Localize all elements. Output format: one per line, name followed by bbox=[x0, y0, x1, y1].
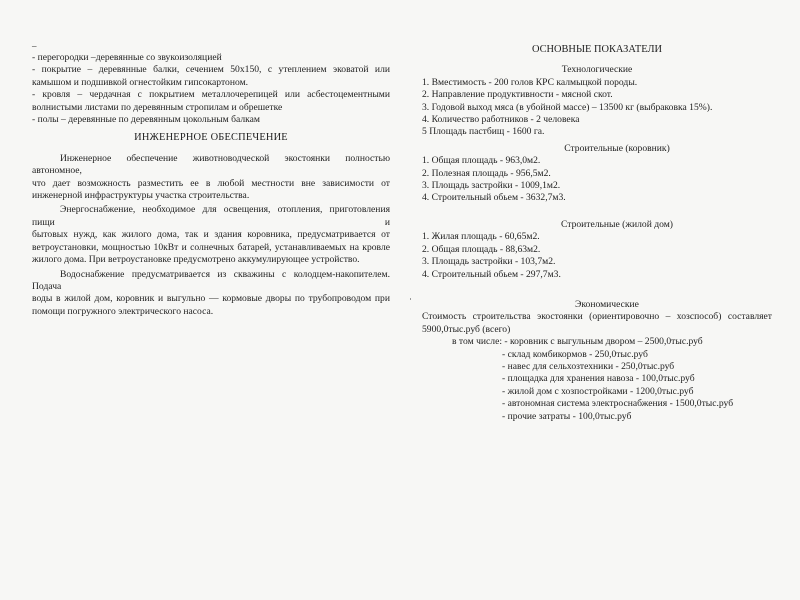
materials-line: - перегородки –деревянные со звукоизоляцией bbox=[32, 52, 222, 63]
tech-heading: Технологические bbox=[561, 64, 633, 76]
tech-item: 1. Вместимость - 200 голов КРС калмыцкой породы. bbox=[422, 76, 638, 88]
materials-list bbox=[32, 52, 390, 126]
house-item: 3. Площадь застройки - 103,7м2. bbox=[422, 256, 556, 268]
top-dash-mark: – bbox=[32, 41, 37, 51]
econ-section bbox=[422, 299, 772, 423]
house-item: 4. Строительный обьем - 297,7м3. bbox=[422, 268, 561, 280]
econ-item: - жилой дом с хозпостройками - 1200,0тыс.руб bbox=[502, 385, 694, 397]
paragraph-line: ветроустановки, мощностью 10кВт и солнечных батарей, устанавливаемых на кровле bbox=[32, 241, 390, 253]
econ-intro: 5900,0тыс.руб (всего) bbox=[422, 323, 511, 335]
house-item: 1. Жилая площадь - 60,65м2. bbox=[422, 231, 540, 243]
materials-line: - полы – деревянные по деревянным цокольным балкам bbox=[32, 114, 260, 126]
materials-line: - кровля – чердачная с покрытием металлочерепицей или асбестоцементными bbox=[32, 89, 390, 101]
econ-label: в том числе: - коровник с выгульным двором – 2500,0тыс.руб bbox=[452, 336, 703, 348]
econ-heading: Экономические bbox=[575, 298, 639, 310]
barn-section bbox=[422, 143, 772, 205]
paragraph-energy bbox=[32, 204, 390, 266]
barn-item: 1. Общая площадь - 963,0м2. bbox=[422, 155, 541, 167]
materials-line: камышом и подшивкой огнестойким гипсокартоном. bbox=[32, 76, 249, 88]
paragraph-line: Энергоснабжение, необходимое для освещения, отопления, приготовления пищи и bbox=[32, 204, 390, 228]
econ-intro: Стоимость строительства экостоянки (ориентировочно – хозспособ) составляет bbox=[422, 311, 772, 323]
paragraph-line: помощи погружного электрического насоса. bbox=[32, 305, 214, 317]
paragraph-water bbox=[32, 269, 390, 319]
tech-item: 4. Количество работников - 2 человека bbox=[422, 114, 580, 126]
tech-item: 2. Направление продуктивности - мясной скот. bbox=[422, 89, 613, 101]
paragraph-line: инженерной инфраструктуры участка строительства. bbox=[32, 190, 250, 202]
house-section bbox=[422, 219, 772, 281]
paragraph-autonomy bbox=[32, 153, 390, 203]
tech-item: 5 Площадь пастбищ - 1600 га. bbox=[422, 126, 545, 138]
paragraph-line: воды в жилой дом, коровник и выгульно — кормовые дворы по трубопроводом при bbox=[32, 293, 390, 305]
paragraph-line: Инженерное обеспечение животноводческой экостоянки полностью автономное, bbox=[32, 152, 390, 177]
house-heading: Строительные (жилой дом) bbox=[561, 218, 673, 230]
house-item: 2. Общая площадь - 88,63м2. bbox=[422, 243, 541, 255]
econ-item: - прочие затраты - 100,0тыс.руб bbox=[502, 410, 632, 422]
tech-item: 3. Годовой выход мяса (в убойной массе) – 13500 кг (выбраковка 15%). bbox=[422, 101, 713, 113]
econ-item: - площадка для хранения навоза - 100,0тыс.руб bbox=[502, 373, 695, 385]
econ-item: - склад комбикормов - 250,0тыс.руб bbox=[502, 348, 648, 360]
barn-item: 3. Площадь застройки - 1009,1м2. bbox=[422, 180, 561, 192]
paragraph-line: бытовых нужд, как жилого дома, так и здания коровника, предусматривается от bbox=[32, 229, 390, 241]
barn-item: 2. Полезная площадь - 956,5м2. bbox=[422, 167, 551, 179]
materials-line: - покрытие – деревянные балки, сечением 50х150, с утеплением эковатой или bbox=[32, 64, 390, 76]
paragraph-line: Водоснабжение предусматривается из скважины с колодцем-накопителем. Подача bbox=[32, 268, 390, 292]
indicators-title: ОСНОВНЫЕ ПОКАЗАТЕЛИ bbox=[531, 44, 663, 55]
paragraph-line: что дает возможность разместить ее в любой местности вне зависимости от bbox=[32, 177, 390, 189]
materials-line: волнистыми листами по деревянным стропилам и обрешетке bbox=[32, 101, 283, 113]
engineering-heading: ИНЖЕНЕРНОЕ ОБЕСПЕЧЕНИЕ bbox=[134, 132, 288, 144]
paragraph-line: жилого дома. При ветроустановке предусмотрено аккумулирующее устройство. bbox=[32, 254, 360, 266]
barn-heading: Строительные (коровник) bbox=[564, 142, 670, 154]
econ-item: - навес для сельхозтехники - 250,0тыс.руб bbox=[502, 360, 675, 372]
left-column bbox=[32, 42, 390, 318]
scan-speck bbox=[410, 298, 411, 300]
econ-item: - автономная система электроснабжения - 1500,0тыс.руб bbox=[502, 398, 734, 410]
barn-item: 4. Строительный обьем - 3632,7м3. bbox=[422, 192, 566, 204]
tech-section bbox=[422, 64, 772, 138]
right-column bbox=[422, 44, 772, 423]
